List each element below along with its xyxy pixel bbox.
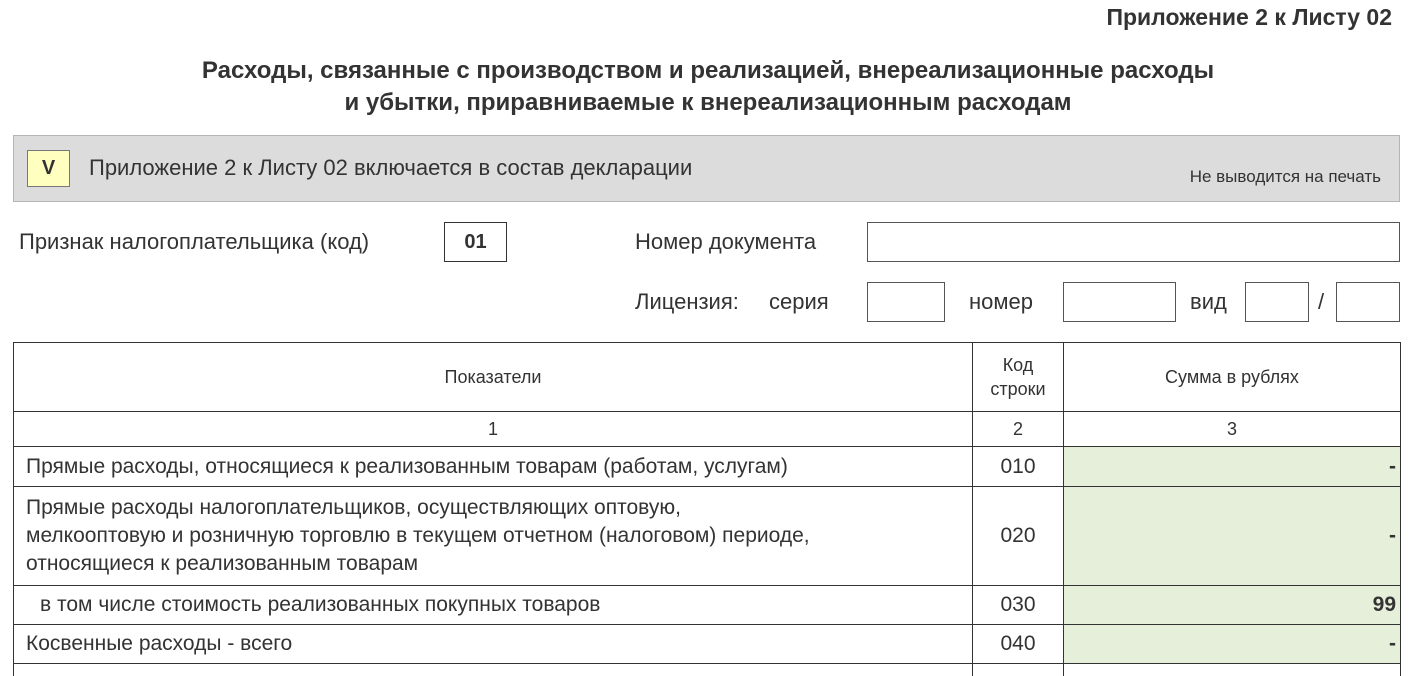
column-header-line-code: Код строки: [973, 343, 1064, 412]
license-type-separator: /: [1318, 289, 1325, 314]
license-series-field[interactable]: [867, 282, 945, 322]
indicator-cell: Косвенные расходы - всего: [14, 625, 973, 664]
table-header-row: [14, 343, 1401, 412]
sum-cell[interactable]: -: [1064, 487, 1401, 586]
column-header-sum: Сумма в рублях: [1064, 343, 1401, 412]
license-label: Лицензия:: [635, 289, 739, 314]
line-code-cell: 010: [973, 447, 1064, 487]
document-number-label: Номер документа: [635, 229, 817, 254]
column-number: 3: [1064, 412, 1401, 447]
indicator-cell: Прямые расходы налогоплательщиков, осуществляющих оптовую, мелкооптовую и розничную торговлю в текущем отчетном (налоговом) периоде, относящиеся к реализованным товарам: [14, 487, 973, 586]
taxpayer-sign-code-field[interactable]: 01: [444, 222, 507, 262]
table-row: [14, 487, 1401, 586]
page-title-line-1: Расходы, связанные с производством и реализацией, внереализационные расходы: [201, 57, 1215, 84]
table-row-partial: [14, 664, 1401, 676]
document-number-field[interactable]: [867, 222, 1400, 262]
taxpayer-sign-label: Признак налогоплательщика (код): [19, 229, 370, 254]
sum-cell[interactable]: [1064, 664, 1401, 676]
include-label: Приложение 2 к Листу 02 включается в состав декларации: [89, 155, 693, 180]
expenses-table: [13, 342, 1401, 676]
line-code-cell: 030: [973, 586, 1064, 625]
license-series-label: серия: [769, 289, 829, 314]
indicator-cell: [14, 664, 973, 676]
sum-cell[interactable]: 99: [1064, 586, 1401, 625]
column-number: 2: [973, 412, 1064, 447]
indicator-cell: в том числе стоимость реализованных покупных товаров: [14, 586, 973, 625]
no-print-note: Не выводится на печать: [1189, 167, 1381, 186]
indicator-cell: Прямые расходы, относящиеся к реализованным товарам (работам, услугам): [14, 447, 973, 487]
page-title-line-2: и убытки, приравниваемые к внереализационным расходам: [344, 89, 1072, 116]
license-number-field[interactable]: [1063, 282, 1176, 322]
include-checkbox[interactable]: V: [27, 150, 70, 187]
sum-cell[interactable]: -: [1064, 625, 1401, 664]
license-type-label: вид: [1190, 289, 1227, 314]
column-numbers-row: [14, 412, 1401, 447]
line-code-cell: 020: [973, 487, 1064, 586]
license-type-field-1[interactable]: [1245, 282, 1309, 322]
license-number-label: номер: [969, 289, 1033, 314]
column-header-indicators: Показатели: [14, 343, 973, 412]
table-row: [14, 625, 1401, 664]
column-number: 1: [14, 412, 973, 447]
license-type-field-2[interactable]: [1336, 282, 1400, 322]
line-code-cell: [973, 664, 1064, 676]
include-in-declaration-bar: [13, 135, 1400, 202]
table-row: [14, 586, 1401, 625]
appendix-title: Приложение 2 к Листу 02: [1106, 4, 1392, 30]
sum-cell[interactable]: -: [1064, 447, 1401, 487]
page-title: [0, 55, 1416, 119]
table-row: [14, 447, 1401, 487]
line-code-cell: 040: [973, 625, 1064, 664]
